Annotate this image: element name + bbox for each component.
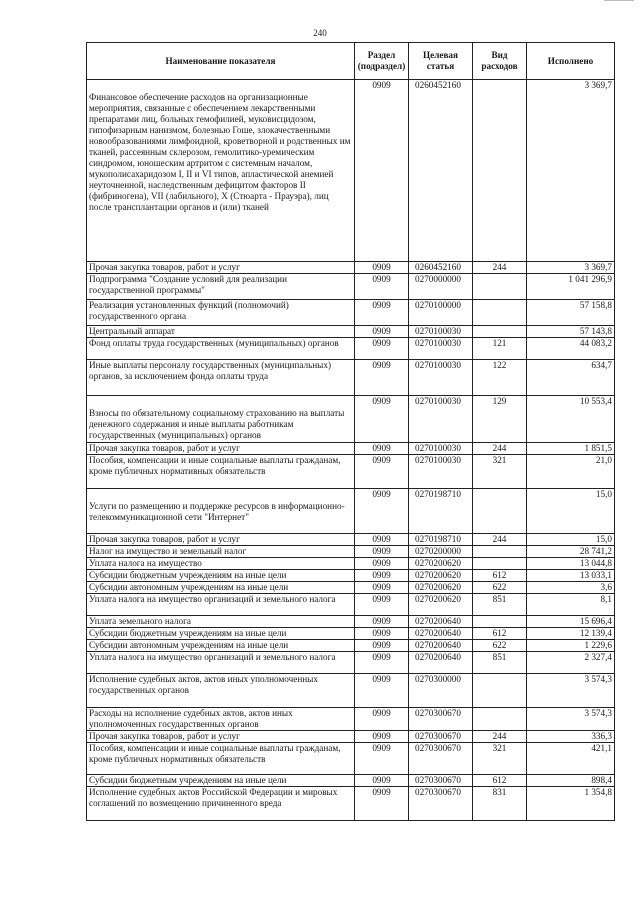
table-row xyxy=(87,338,615,360)
cell-section: 0909 xyxy=(355,274,409,300)
table-row xyxy=(87,396,615,443)
cell-kind: 622 xyxy=(473,582,527,594)
cell-kind xyxy=(473,546,527,558)
table-header-row xyxy=(87,43,615,80)
cell-section: 0909 xyxy=(355,534,409,546)
cell-name: Подпрограмма "Создание условий для реализации государственной программы" xyxy=(87,274,355,300)
cell-kind xyxy=(473,558,527,570)
table-row xyxy=(87,743,615,775)
cell-amount: 12 139,4 xyxy=(527,628,615,640)
cell-name: Финансовое обеспечение расходов на организационные мероприятия, связанные с обеспечением лекарственными препаратами лиц, больных гемофилией, муковисцидозом, гипофизарным нанизмом, болезнью Гоше, злокачественными новообразованиями лимфоидной, кроветворной и родственных им тканей, рассеянным склерозом, гемолитико-уремическим синдромом, юношеским артритом с системным началом, мукополисахаридозом I, II и VI типов, апластической анемией неуточненной, наследственным дефицитом факторов II (фибриногена), VII (лабильного), X (Стюарта - Прауэра), лиц после трансплантации органов и (или) тканей xyxy=(87,80,355,262)
table-row xyxy=(87,652,615,674)
cell-section: 0909 xyxy=(355,338,409,360)
cell-amount: 898,4 xyxy=(527,775,615,787)
cell-amount: 421,1 xyxy=(527,743,615,775)
table-row xyxy=(87,443,615,455)
table-row xyxy=(87,326,615,338)
cell-amount: 336,3 xyxy=(527,731,615,743)
cell-section: 0909 xyxy=(355,582,409,594)
cell-section: 0909 xyxy=(355,731,409,743)
table-row xyxy=(87,775,615,787)
table-row xyxy=(87,628,615,640)
cell-target: 0270100030 xyxy=(409,326,473,338)
cell-section: 0909 xyxy=(355,558,409,570)
cell-name: Налог на имущество и земельный налог xyxy=(87,546,355,558)
cell-section: 0909 xyxy=(355,489,409,534)
cell-target: 0270100030 xyxy=(409,396,473,443)
cell-amount: 21,0 xyxy=(527,455,615,489)
table-row xyxy=(87,787,615,821)
cell-section: 0909 xyxy=(355,455,409,489)
cell-target: 0270200640 xyxy=(409,652,473,674)
cell-amount: 1 041 296,9 xyxy=(527,274,615,300)
table-row xyxy=(87,300,615,326)
cell-target: 0270300670 xyxy=(409,743,473,775)
cell-name: Прочая закупка товаров, работ и услуг xyxy=(87,443,355,455)
cell-kind: 244 xyxy=(473,262,527,274)
cell-kind xyxy=(473,80,527,262)
cell-target: 0270100030 xyxy=(409,338,473,360)
cell-amount: 1 354,8 xyxy=(527,787,615,821)
table-row xyxy=(87,455,615,489)
cell-amount: 3 369,7 xyxy=(527,262,615,274)
cell-kind xyxy=(473,708,527,731)
cell-target: 0270300670 xyxy=(409,787,473,821)
table-row xyxy=(87,558,615,570)
cell-kind: 851 xyxy=(473,652,527,674)
cell-kind xyxy=(473,300,527,326)
header-amount: Исполнено xyxy=(527,43,615,80)
cell-name: Уплата налога на имущество организаций и земельного налога xyxy=(87,594,355,616)
table-row xyxy=(87,708,615,731)
table-row xyxy=(87,274,615,300)
cell-name: Пособия, компенсации и иные социальные выплаты гражданам, кроме публичных нормативных обязательств xyxy=(87,455,355,489)
cell-amount: 3 574,3 xyxy=(527,674,615,708)
cell-name: Субсидии бюджетным учреждениям на иные цели xyxy=(87,775,355,787)
table-row xyxy=(87,674,615,708)
cell-amount: 28 741,2 xyxy=(527,546,615,558)
cell-section: 0909 xyxy=(355,80,409,262)
table-row xyxy=(87,534,615,546)
cell-section: 0909 xyxy=(355,708,409,731)
cell-target: 0270300000 xyxy=(409,674,473,708)
cell-amount: 1 229,6 xyxy=(527,640,615,652)
header-name: Наименование показателя xyxy=(87,43,355,80)
cell-name: Расходы на исполнение судебных актов, актов иных уполномоченных государственных органов xyxy=(87,708,355,731)
table-row xyxy=(87,616,615,628)
cell-amount: 8,1 xyxy=(527,594,615,616)
scan-edge-mark xyxy=(604,0,634,4)
header-kind: Вид расходов xyxy=(473,43,527,80)
cell-name: Исполнение судебных актов, актов иных уполномоченных государственных органов xyxy=(87,674,355,708)
cell-amount: 44 083,2 xyxy=(527,338,615,360)
cell-name: Взносы по обязательному социальному страхованию на выплаты денежного содержания и иные выплаты работникам государственных (муниципальных) органов xyxy=(87,396,355,443)
cell-amount: 3,6 xyxy=(527,582,615,594)
cell-section: 0909 xyxy=(355,652,409,674)
table-row xyxy=(87,489,615,534)
cell-name: Центральный аппарат xyxy=(87,326,355,338)
cell-name: Исполнение судебных актов Российской Федерации и мировых соглашений по возмещению причиненного вреда xyxy=(87,787,355,821)
table-row xyxy=(87,640,615,652)
cell-kind: 831 xyxy=(473,787,527,821)
cell-name: Фонд оплаты труда государственных (муниципальных) органов xyxy=(87,338,355,360)
table-row xyxy=(87,80,615,262)
cell-section: 0909 xyxy=(355,640,409,652)
cell-name: Субсидии бюджетным учреждениям на иные цели xyxy=(87,570,355,582)
cell-target: 0270000000 xyxy=(409,274,473,300)
cell-section: 0909 xyxy=(355,300,409,326)
cell-target: 0270100030 xyxy=(409,443,473,455)
cell-target: 0270200640 xyxy=(409,616,473,628)
cell-name: Прочая закупка товаров, работ и услуг xyxy=(87,534,355,546)
cell-kind: 612 xyxy=(473,775,527,787)
cell-target: 0270200620 xyxy=(409,570,473,582)
cell-kind xyxy=(473,326,527,338)
cell-name: Прочая закупка товаров, работ и услуг xyxy=(87,262,355,274)
cell-target: 0270198710 xyxy=(409,489,473,534)
cell-name: Пособия, компенсации и иные социальные выплаты гражданам, кроме публичных нормативных обязательств xyxy=(87,743,355,775)
cell-target: 0270200640 xyxy=(409,640,473,652)
cell-section: 0909 xyxy=(355,262,409,274)
cell-target: 0270200000 xyxy=(409,546,473,558)
cell-name: Уплата земельного налога xyxy=(87,616,355,628)
cell-section: 0909 xyxy=(355,787,409,821)
cell-section: 0909 xyxy=(355,546,409,558)
cell-amount: 3 369,7 xyxy=(527,80,615,262)
cell-kind: 244 xyxy=(473,534,527,546)
cell-kind: 321 xyxy=(473,455,527,489)
cell-amount: 15,0 xyxy=(527,489,615,534)
cell-section: 0909 xyxy=(355,360,409,396)
cell-kind: 244 xyxy=(473,443,527,455)
cell-section: 0909 xyxy=(355,396,409,443)
cell-amount: 57 143,8 xyxy=(527,326,615,338)
cell-amount: 13 044,8 xyxy=(527,558,615,570)
cell-amount: 13 033,1 xyxy=(527,570,615,582)
cell-kind: 851 xyxy=(473,594,527,616)
cell-amount: 15 696,4 xyxy=(527,616,615,628)
cell-section: 0909 xyxy=(355,443,409,455)
cell-kind: 129 xyxy=(473,396,527,443)
cell-amount: 57 158,8 xyxy=(527,300,615,326)
table-row xyxy=(87,570,615,582)
cell-kind: 122 xyxy=(473,360,527,396)
cell-section: 0909 xyxy=(355,674,409,708)
cell-section: 0909 xyxy=(355,743,409,775)
budget-execution-table xyxy=(86,42,615,821)
cell-name: Иные выплаты персоналу государственных (муниципальных) органов, за исключением фонда оплаты труда xyxy=(87,360,355,396)
table-row xyxy=(87,262,615,274)
cell-target: 0270100030 xyxy=(409,360,473,396)
cell-section: 0909 xyxy=(355,628,409,640)
cell-target: 0270200620 xyxy=(409,594,473,616)
cell-section: 0909 xyxy=(355,326,409,338)
cell-amount: 634,7 xyxy=(527,360,615,396)
table-row xyxy=(87,582,615,594)
table-body xyxy=(87,80,615,821)
cell-name: Услуги по размещению и поддержке ресурсов в информационно-телекоммуникационной сети "Интернет" xyxy=(87,489,355,534)
cell-kind xyxy=(473,274,527,300)
cell-amount: 1 851,5 xyxy=(527,443,615,455)
cell-kind: 244 xyxy=(473,731,527,743)
cell-target: 0270200620 xyxy=(409,582,473,594)
cell-kind xyxy=(473,616,527,628)
cell-kind: 622 xyxy=(473,640,527,652)
cell-section: 0909 xyxy=(355,616,409,628)
cell-amount: 15,0 xyxy=(527,534,615,546)
cell-target: 0270300670 xyxy=(409,708,473,731)
cell-kind: 612 xyxy=(473,628,527,640)
cell-section: 0909 xyxy=(355,594,409,616)
table-row xyxy=(87,360,615,396)
table-row xyxy=(87,594,615,616)
cell-kind: 121 xyxy=(473,338,527,360)
cell-kind xyxy=(473,674,527,708)
cell-target: 0270100030 xyxy=(409,455,473,489)
cell-name: Прочая закупка товаров, работ и услуг xyxy=(87,731,355,743)
cell-name: Уплата налога на имущество xyxy=(87,558,355,570)
cell-name: Субсидии автономным учреждениям на иные цели xyxy=(87,640,355,652)
cell-name: Уплата налога на имущество организаций и земельного налога xyxy=(87,652,355,674)
cell-target: 0260452160 xyxy=(409,80,473,262)
table-row xyxy=(87,546,615,558)
cell-amount: 3 574,3 xyxy=(527,708,615,731)
header-section: Раздел (подраздел) xyxy=(355,43,409,80)
cell-target: 0270300670 xyxy=(409,775,473,787)
cell-kind: 321 xyxy=(473,743,527,775)
cell-name: Субсидии бюджетным учреждениям на иные цели xyxy=(87,628,355,640)
cell-name: Реализация установленных функций (полномочий) государственного органа xyxy=(87,300,355,326)
cell-target: 0270200640 xyxy=(409,628,473,640)
cell-section: 0909 xyxy=(355,570,409,582)
cell-name: Субсидии автономным учреждениям на иные цели xyxy=(87,582,355,594)
cell-target: 0270100000 xyxy=(409,300,473,326)
cell-target: 0260452160 xyxy=(409,262,473,274)
cell-kind xyxy=(473,489,527,534)
cell-target: 0270300670 xyxy=(409,731,473,743)
cell-target: 0270198710 xyxy=(409,534,473,546)
cell-section: 0909 xyxy=(355,775,409,787)
cell-amount: 2 327,4 xyxy=(527,652,615,674)
cell-amount: 10 553,4 xyxy=(527,396,615,443)
cell-kind: 612 xyxy=(473,570,527,582)
header-target: Целевая статья xyxy=(409,43,473,80)
table-row xyxy=(87,731,615,743)
page-number: 240 xyxy=(313,28,327,38)
cell-target: 0270200620 xyxy=(409,558,473,570)
